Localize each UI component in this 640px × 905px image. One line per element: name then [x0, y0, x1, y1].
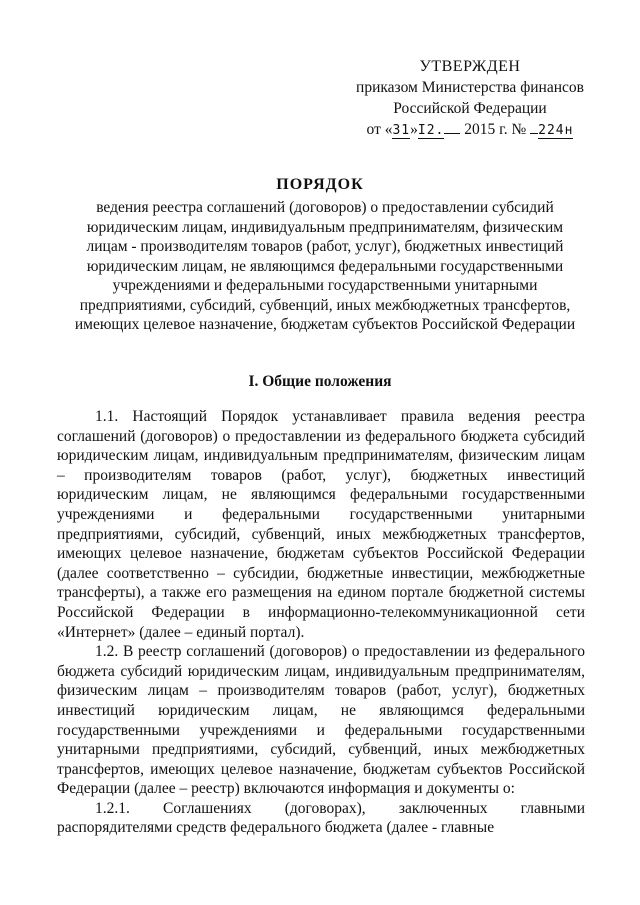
approval-ministry-line: Российской Федерации	[393, 100, 547, 117]
paragraph-1-2: 1.2. В реестр соглашений (договоров) о предоставлении из федерального бюджета субсидий юридическим лицам, индивидуальным предпринимателям, физическим лицам – производителям товаров (работ, услуг), бюджетных инвестиций юридическим лицам, не являющимся федеральными государственными учреждениями и федеральными государственными унитарными предприятиями, субсидий, субвенций, иных межбюджетных трансфертов, имеющих целевое назначение, бюджетам субъектов Российской Федерации (далее – реестр) включаются информация и документы о:	[57, 643, 585, 798]
approval-stamp	[350, 56, 590, 141]
paragraph-1-2-1: 1.2.1. Соглашениях (договорах), заключенных главными распорядителями средств федерального бюджета (далее - главные	[57, 799, 585, 837]
date-blank-line	[444, 133, 460, 134]
document-body	[57, 407, 585, 838]
date-year: 2015 г. №	[464, 121, 527, 138]
section-heading: I. Общие положения	[248, 373, 392, 390]
date-day: 31	[392, 123, 411, 138]
document-title: ПОРЯДОК	[276, 176, 364, 193]
date-month: I2.	[417, 123, 445, 138]
approval-title: УТВЕРЖДЕН	[419, 58, 521, 75]
date-prefix: от «	[366, 121, 393, 138]
number-blank-line	[530, 133, 538, 134]
document-subtitle: ведения реестра соглашений (договоров) о предоставлении субсидий юридическим лицам, индивидуальным предпринимателям, физическим лицам - производителям товаров (работ, услуг), бюджетных инвестиций юридическим лицам, не являющимся федеральными государственными учреждениями и федеральными государственными унитарными предприятиями, субсидий, субвенций, иных межбюджетных трансфертов, имеющих целевое назначение, бюджетам субъектов Российской Федерации	[74, 199, 576, 333]
approval-date-line	[350, 119, 590, 141]
approval-order-line: приказом Министерства финансов	[356, 79, 584, 96]
order-number: 224н	[538, 123, 574, 138]
date-separator: »	[410, 121, 418, 138]
paragraph-1-1: 1.1. Настоящий Порядок устанавливает правила ведения реестра соглашений (договоров) о предоставлении из федерального бюджета субсидий юридическим лицам, индивидуальным предпринимателям, физическим лицам – производителям товаров (работ, услуг), бюджетных инвестиций юридическим лицам, не являющимся федеральными государственными учреждениями и федеральными государственными унитарными предприятиями, субсидий, субвенций, иных межбюджетных трансфертов, имеющих целевое назначение, бюджетам субъектов Российской Федерации (далее соответственно – субсидии, бюджетные инвестиции, межбюджетные трансферты), а также его размещения на едином портале бюджетной системы Российской Федерации в информационно-телекоммуникационной сети «Интернет» (далее – единый портал).	[57, 408, 585, 641]
